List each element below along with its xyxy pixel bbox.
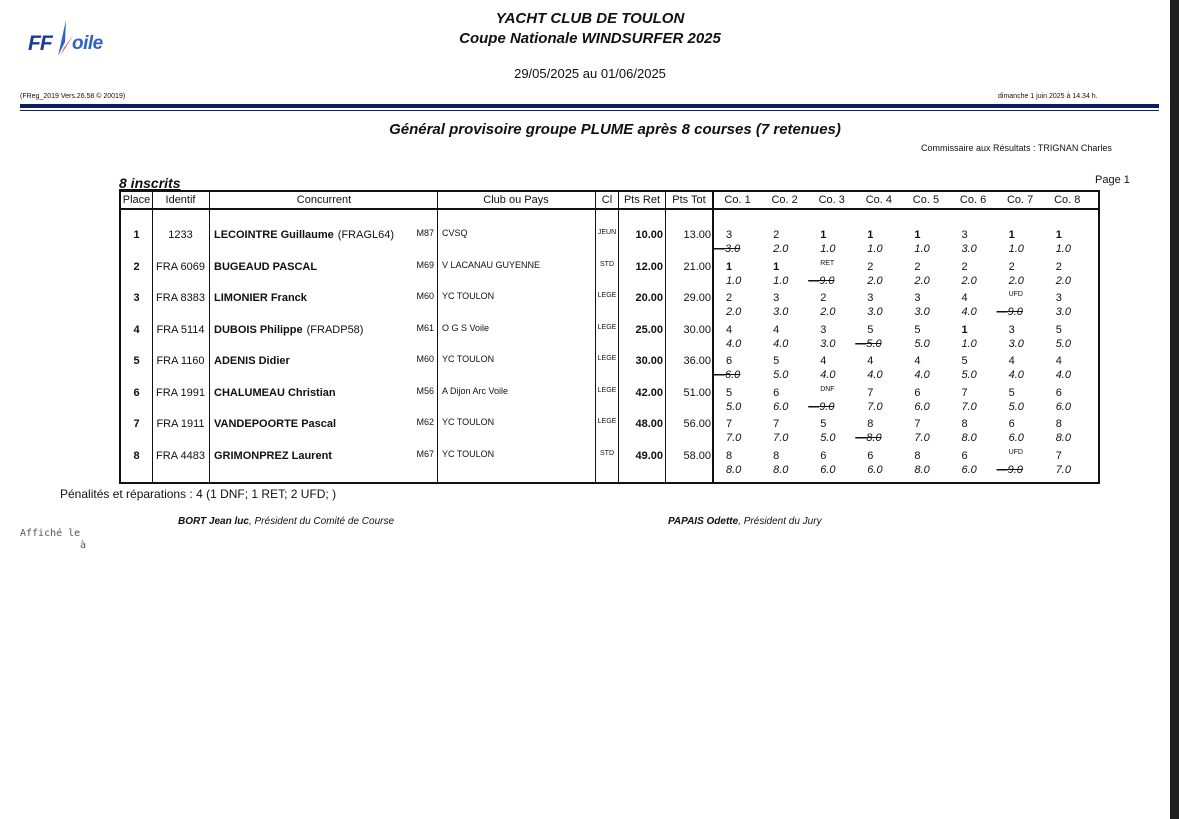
column-divider bbox=[437, 192, 438, 482]
race-position: 6 bbox=[867, 449, 874, 462]
race-position: 4 bbox=[1008, 355, 1015, 367]
race-position: 8 bbox=[961, 418, 968, 430]
race-score: 8.0 bbox=[961, 432, 977, 444]
race-score: 1.0 bbox=[961, 337, 977, 350]
race-score: 1.0 bbox=[867, 243, 883, 255]
row-points-retained: 20.00 bbox=[635, 292, 663, 304]
race-position: 5 bbox=[1008, 386, 1015, 399]
race-position: 4 bbox=[1055, 355, 1062, 367]
race-position: 8 bbox=[867, 418, 874, 430]
row-sail-number: FRA 6069 bbox=[156, 260, 205, 273]
competitor-name: LECOINTRE Guillaume bbox=[214, 229, 334, 241]
jury-president-name: PAPAIS Odette bbox=[668, 516, 739, 527]
row-class: LEGE bbox=[597, 418, 617, 425]
race-position: 4 bbox=[773, 323, 780, 336]
race-score: 1.0 bbox=[1055, 243, 1071, 255]
race-position: 3 bbox=[867, 292, 874, 304]
row-competitor bbox=[214, 292, 307, 304]
row-sail-number: FRA 1911 bbox=[156, 418, 205, 430]
race-position: UFD bbox=[1008, 291, 1023, 298]
race-score: 6.0 bbox=[773, 400, 789, 413]
race-position: 3 bbox=[914, 292, 921, 304]
posted-time-label: à bbox=[80, 540, 87, 551]
race-score-discarded: —6.0 bbox=[714, 369, 741, 381]
competitor-name: VANDEPOORTE Pascal bbox=[214, 418, 337, 430]
race-score: 7.0 bbox=[914, 432, 930, 444]
software-version: (FReg_2019 Vers.26.58 © 20019) bbox=[20, 93, 126, 100]
col-header-race-2: Co. 2 bbox=[771, 194, 798, 206]
race-score: 6.0 bbox=[1008, 432, 1024, 444]
row-points-total: 30.00 bbox=[683, 323, 711, 336]
race-score: 8.0 bbox=[1055, 432, 1071, 444]
row-sail-number: FRA 8383 bbox=[156, 292, 205, 304]
col-header-pts-tot: Pts Tot bbox=[672, 194, 706, 206]
race-score-discarded: —5.0 bbox=[855, 337, 882, 350]
competitor-name: DUBOIS Philippe bbox=[214, 323, 303, 336]
race-score: 4.0 bbox=[820, 369, 836, 381]
standings-title: Général provisoire groupe PLUME après 8 courses (7 retenues) bbox=[389, 121, 841, 138]
race-score-discarded: —3.0 bbox=[714, 243, 741, 255]
race-position: RET bbox=[820, 259, 835, 267]
page-number: Page 1 bbox=[1095, 174, 1130, 186]
row-place: 5 bbox=[133, 355, 140, 367]
race-score-discarded: —9.0 bbox=[808, 400, 835, 413]
row-sail-number: FRA 4483 bbox=[156, 449, 205, 462]
row-points-retained: 10.00 bbox=[635, 229, 663, 241]
race-score-discarded: —9.0 bbox=[996, 463, 1023, 476]
row-age-category: M69 bbox=[416, 259, 434, 270]
race-position: 7 bbox=[726, 418, 733, 430]
table-header-rule bbox=[121, 208, 1100, 210]
event-title: Coupe Nationale WINDSURFER 2025 bbox=[459, 30, 721, 47]
row-club: YC TOULON bbox=[442, 291, 495, 301]
race-position: 1 bbox=[867, 229, 874, 241]
race-position: 6 bbox=[1055, 386, 1062, 399]
race-score: 2.0 bbox=[820, 306, 836, 318]
race-score: 3.0 bbox=[773, 306, 789, 318]
row-class: STD bbox=[600, 449, 614, 457]
race-score: 7.0 bbox=[773, 432, 789, 444]
right-edge-border bbox=[1170, 0, 1179, 819]
race-score-discarded: —9.0 bbox=[996, 306, 1023, 318]
row-competitor bbox=[214, 418, 336, 430]
row-class: STD bbox=[600, 260, 614, 268]
results-officer: Commissaire aux Résultats : TRIGNAN Charles bbox=[921, 143, 1112, 153]
race-score: 6.0 bbox=[867, 463, 883, 476]
race-position: 3 bbox=[773, 292, 780, 304]
race-position: 5 bbox=[820, 418, 827, 430]
race-score: 1.0 bbox=[820, 243, 836, 255]
col-header-pts-ret: Pts Ret bbox=[623, 194, 661, 206]
race-score: 6.0 bbox=[1055, 400, 1071, 413]
race-position: 7 bbox=[1055, 449, 1062, 462]
race-position: 5 bbox=[914, 323, 921, 336]
race-position: 5 bbox=[1055, 323, 1062, 336]
logo-voile-text: oile bbox=[72, 33, 103, 54]
race-position: 3 bbox=[1008, 323, 1015, 336]
row-class: LEGE bbox=[597, 386, 617, 394]
race-position: 5 bbox=[726, 386, 733, 399]
ffvoile-logo bbox=[26, 18, 126, 62]
race-position: 2 bbox=[773, 229, 780, 241]
race-score: 2.0 bbox=[773, 243, 789, 255]
competitor-name: BUGEAUD PASCAL bbox=[214, 260, 318, 273]
header-rule-thin bbox=[20, 110, 1159, 111]
row-points-total: 29.00 bbox=[683, 292, 711, 304]
col-header-race-6: Co. 6 bbox=[959, 194, 987, 206]
race-columns-divider bbox=[712, 192, 714, 482]
race-score: 1.0 bbox=[726, 274, 742, 287]
row-place: 2 bbox=[133, 260, 140, 273]
race-position: 3 bbox=[961, 229, 968, 241]
race-position: 4 bbox=[726, 323, 733, 336]
race-position: 2 bbox=[1055, 260, 1062, 273]
row-place: 4 bbox=[133, 323, 140, 336]
row-club: YC TOULON bbox=[442, 448, 495, 459]
race-score: 6.0 bbox=[914, 400, 930, 413]
row-club: YC TOULON bbox=[442, 417, 495, 427]
jury-signature bbox=[668, 516, 822, 527]
col-header-cl: Cl bbox=[601, 194, 613, 206]
race-score: 4.0 bbox=[867, 369, 883, 381]
race-score: 3.0 bbox=[867, 306, 883, 318]
col-header-race-5: Co. 5 bbox=[912, 194, 940, 206]
col-header-identif: Identif bbox=[165, 194, 196, 206]
race-score: 7.0 bbox=[867, 400, 883, 413]
row-sail-number: 1233 bbox=[168, 229, 193, 241]
row-competitor bbox=[214, 387, 336, 399]
race-position: DNF bbox=[820, 385, 835, 393]
row-sail-number: FRA 5114 bbox=[156, 323, 205, 336]
row-points-total: 56.00 bbox=[683, 418, 711, 430]
competitor-name: CHALUMEAU Christian bbox=[214, 386, 336, 399]
race-score-discarded: —8.0 bbox=[855, 432, 882, 444]
row-points-total: 21.00 bbox=[683, 260, 711, 273]
race-score: 5.0 bbox=[961, 369, 977, 381]
col-header-race-1: Co. 1 bbox=[724, 194, 751, 206]
race-score: 7.0 bbox=[1055, 463, 1071, 476]
race-position: 6 bbox=[726, 355, 733, 367]
race-score: 7.0 bbox=[961, 400, 977, 413]
competitor-name: LIMONIER Franck bbox=[214, 292, 307, 304]
race-score: 2.0 bbox=[914, 274, 930, 287]
race-position: 2 bbox=[961, 260, 968, 273]
race-position: 1 bbox=[726, 260, 733, 273]
row-points-retained: 49.00 bbox=[635, 449, 663, 462]
row-points-retained: 30.00 bbox=[635, 355, 663, 367]
race-score: 2.0 bbox=[961, 274, 977, 287]
row-points-total: 51.00 bbox=[683, 386, 711, 399]
race-position: 6 bbox=[961, 449, 968, 462]
race-position: 2 bbox=[726, 292, 733, 304]
header-rule-thick bbox=[20, 104, 1159, 108]
row-age-category: M61 bbox=[416, 322, 434, 333]
race-committee-role: , Président du Comité de Course bbox=[248, 516, 395, 527]
race-position: 8 bbox=[773, 449, 780, 462]
row-points-total: 36.00 bbox=[683, 355, 711, 367]
race-position: 8 bbox=[1055, 418, 1062, 430]
race-score: 3.0 bbox=[1008, 337, 1024, 350]
col-header-race-4: Co. 4 bbox=[865, 194, 892, 206]
race-score: 4.0 bbox=[961, 306, 977, 318]
race-position: 1 bbox=[961, 323, 968, 336]
race-score: 3.0 bbox=[914, 306, 930, 318]
race-score: 5.0 bbox=[773, 369, 789, 381]
race-score: 4.0 bbox=[914, 369, 930, 381]
entries-count: 8 inscrits bbox=[119, 175, 181, 191]
row-age-category: M87 bbox=[416, 228, 434, 238]
race-committee-name: BORT Jean luc bbox=[178, 516, 249, 527]
race-score: 5.0 bbox=[1055, 337, 1071, 350]
row-points-retained: 12.00 bbox=[635, 260, 663, 273]
race-position: 4 bbox=[867, 355, 874, 367]
race-position: 6 bbox=[820, 449, 827, 462]
race-position: 1 bbox=[914, 229, 921, 241]
race-position: 3 bbox=[820, 323, 827, 336]
club-title: YACHT CLUB DE TOULON bbox=[495, 10, 685, 27]
race-position: 7 bbox=[867, 386, 874, 399]
row-class: LEGE bbox=[597, 355, 617, 362]
race-position: 1 bbox=[820, 229, 827, 241]
row-competitor bbox=[214, 229, 394, 241]
race-position: UFD bbox=[1008, 448, 1023, 456]
race-score: 5.0 bbox=[1008, 400, 1024, 413]
race-score: 3.0 bbox=[820, 337, 836, 350]
row-place: 6 bbox=[133, 386, 140, 399]
race-position: 1 bbox=[1008, 229, 1015, 241]
race-score: 4.0 bbox=[1008, 369, 1024, 381]
race-score: 3.0 bbox=[1055, 306, 1071, 318]
race-position: 6 bbox=[773, 386, 780, 399]
race-score: 5.0 bbox=[726, 400, 742, 413]
race-score: 4.0 bbox=[726, 337, 742, 350]
row-competitor bbox=[214, 261, 317, 273]
row-class: JEUN bbox=[597, 229, 617, 236]
row-competitor bbox=[214, 324, 363, 336]
row-place: 7 bbox=[133, 418, 140, 430]
logo-ff-text: FF bbox=[28, 32, 52, 55]
race-position: 2 bbox=[1008, 260, 1015, 273]
column-divider bbox=[209, 192, 210, 482]
col-header-club: Club ou Pays bbox=[483, 194, 549, 206]
row-place: 8 bbox=[133, 449, 140, 462]
penalties-summary: Pénalités et réparations : 4 (1 DNF; 1 RET; 2 UFD; ) bbox=[60, 487, 337, 501]
row-competitor bbox=[214, 450, 332, 462]
row-points-total: 58.00 bbox=[683, 449, 711, 462]
race-score: 1.0 bbox=[914, 243, 930, 255]
race-position: 4 bbox=[820, 355, 827, 367]
competitor-name: ADENIS Didier bbox=[214, 355, 290, 367]
row-age-category: M60 bbox=[416, 354, 434, 364]
print-timestamp: dimanche 1 juin 2025 à 14.34 h. bbox=[998, 93, 1098, 100]
posted-date-label: Affiché le bbox=[20, 528, 81, 539]
race-position: 2 bbox=[820, 292, 827, 304]
race-position: 2 bbox=[867, 260, 874, 273]
col-header-race-8: Co. 8 bbox=[1054, 194, 1081, 206]
row-points-retained: 42.00 bbox=[635, 386, 663, 399]
race-position: 4 bbox=[914, 355, 921, 367]
race-position: 3 bbox=[726, 229, 733, 241]
row-age-category: M67 bbox=[416, 448, 434, 459]
race-score: 1.0 bbox=[773, 274, 789, 287]
competitor-license: (FRADP58) bbox=[306, 323, 364, 336]
row-club: CVSQ bbox=[442, 228, 468, 238]
row-club: YC TOULON bbox=[442, 354, 495, 364]
row-sail-number: FRA 1991 bbox=[156, 386, 205, 399]
col-header-concurrent: Concurrent bbox=[296, 194, 352, 206]
race-score: 7.0 bbox=[726, 432, 742, 444]
row-age-category: M56 bbox=[416, 385, 434, 396]
row-points-retained: 25.00 bbox=[635, 323, 663, 336]
race-position: 7 bbox=[773, 418, 780, 430]
race-score: 8.0 bbox=[773, 463, 789, 476]
row-place: 3 bbox=[133, 292, 140, 304]
race-position: 7 bbox=[961, 386, 968, 399]
race-score: 5.0 bbox=[820, 432, 836, 444]
race-position: 5 bbox=[867, 323, 874, 336]
race-position: 4 bbox=[961, 292, 968, 304]
race-score: 5.0 bbox=[914, 337, 930, 350]
row-club: O G S Voile bbox=[442, 322, 490, 333]
race-position: 1 bbox=[1055, 229, 1062, 241]
col-header-race-3: Co. 3 bbox=[818, 194, 845, 206]
col-header-place: Place bbox=[122, 194, 151, 206]
race-score: 3.0 bbox=[961, 243, 977, 255]
race-position: 5 bbox=[773, 355, 780, 367]
row-class: LEGE bbox=[597, 323, 617, 331]
race-score: 2.0 bbox=[1055, 274, 1071, 287]
race-score: 2.0 bbox=[1008, 274, 1024, 287]
race-position: 5 bbox=[961, 355, 968, 367]
row-points-retained: 48.00 bbox=[635, 418, 663, 430]
race-score: 2.0 bbox=[726, 306, 742, 318]
race-score: 2.0 bbox=[867, 274, 883, 287]
race-score: 6.0 bbox=[961, 463, 977, 476]
row-age-category: M62 bbox=[416, 417, 434, 427]
competitor-name: GRIMONPREZ Laurent bbox=[214, 449, 332, 462]
race-position: 6 bbox=[914, 386, 921, 399]
race-position: 6 bbox=[1008, 418, 1015, 430]
jury-president-role: , Président du Jury bbox=[738, 516, 822, 527]
row-competitor bbox=[214, 355, 290, 367]
row-place: 1 bbox=[133, 229, 140, 241]
race-score: 4.0 bbox=[773, 337, 789, 350]
row-club: A Dijon Arc Voile bbox=[442, 385, 509, 396]
row-club: V LACANAU GUYENNE bbox=[442, 259, 541, 270]
race-position: 7 bbox=[914, 418, 921, 430]
race-score: 8.0 bbox=[914, 463, 930, 476]
posted-stamp bbox=[20, 528, 86, 552]
race-score-discarded: —9.0 bbox=[808, 274, 835, 287]
race-score: 1.0 bbox=[1008, 243, 1024, 255]
row-age-category: M60 bbox=[416, 291, 434, 301]
race-position: 8 bbox=[914, 449, 921, 462]
race-score: 4.0 bbox=[1055, 369, 1071, 381]
row-class: LEGE bbox=[597, 292, 617, 299]
race-position: 8 bbox=[726, 449, 733, 462]
race-position: 2 bbox=[914, 260, 921, 273]
competitor-license: (FRAGL64) bbox=[337, 229, 395, 241]
race-score: 6.0 bbox=[820, 463, 836, 476]
race-position: 1 bbox=[773, 260, 780, 273]
event-dates: 29/05/2025 au 01/06/2025 bbox=[514, 66, 666, 81]
row-points-total: 13.00 bbox=[683, 229, 711, 241]
row-sail-number: FRA 1160 bbox=[156, 355, 205, 367]
race-position: 3 bbox=[1055, 292, 1062, 304]
race-score: 8.0 bbox=[726, 463, 742, 476]
race-committee-signature bbox=[178, 516, 394, 527]
col-header-race-7: Co. 7 bbox=[1006, 194, 1034, 206]
